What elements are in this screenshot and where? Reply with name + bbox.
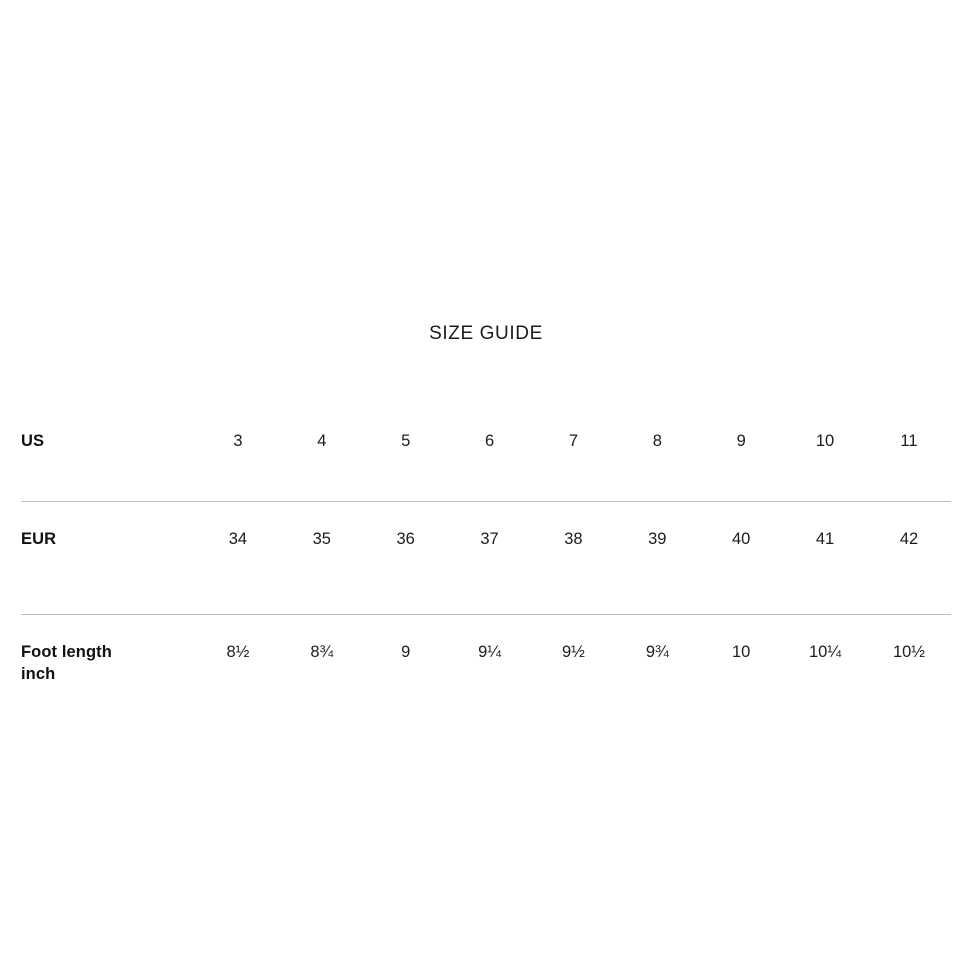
- cell-foot-4: 9¼: [478, 643, 502, 661]
- cell-eur-34: 34: [228, 530, 248, 548]
- table-row: [21, 404, 951, 501]
- cell-eur-39: 39: [648, 530, 667, 548]
- cell-us-11: 11: [900, 432, 918, 450]
- row-header-foot-length-line1: Foot length: [21, 643, 112, 661]
- cell-foot-5: 9½: [561, 643, 585, 661]
- cell-foot-6: 9¾: [645, 643, 669, 661]
- page-title: SIZE GUIDE: [429, 323, 543, 344]
- cell-eur-41: 41: [815, 530, 835, 548]
- cell-foot-3: 9: [401, 643, 411, 661]
- cell-foot-1: 8½: [226, 643, 250, 661]
- table-row: [21, 615, 951, 702]
- cell-foot-7: 10: [732, 643, 751, 661]
- cell-foot-9: 10½: [892, 643, 926, 661]
- cell-us-7: 7: [568, 432, 579, 450]
- size-guide-table: [21, 404, 951, 702]
- cell-eur-37: 37: [480, 530, 499, 548]
- row-header-us: US: [21, 432, 45, 450]
- cell-eur-38: 38: [564, 530, 583, 548]
- cell-eur-40: 40: [732, 530, 751, 548]
- cell-foot-8: 10¼: [809, 643, 842, 661]
- cell-us-10: 10: [815, 432, 835, 450]
- row-header-foot-length: [21, 615, 196, 702]
- cell-eur-36: 36: [396, 530, 415, 548]
- cell-eur-42: 42: [899, 530, 919, 548]
- cell-us-5: 5: [401, 432, 411, 450]
- cell-us-6: 6: [484, 432, 495, 450]
- row-header-foot-length-line2: inch: [21, 664, 56, 683]
- cell-us-9: 9: [736, 432, 746, 450]
- cell-us-4: 4: [317, 432, 327, 450]
- cell-us-8: 8: [652, 432, 662, 450]
- table-row: [21, 502, 951, 614]
- cell-us-3: 3: [233, 432, 243, 450]
- row-header-eur: EUR: [21, 530, 57, 548]
- cell-eur-35: 35: [312, 530, 331, 548]
- cell-foot-2: 8¾: [310, 643, 334, 661]
